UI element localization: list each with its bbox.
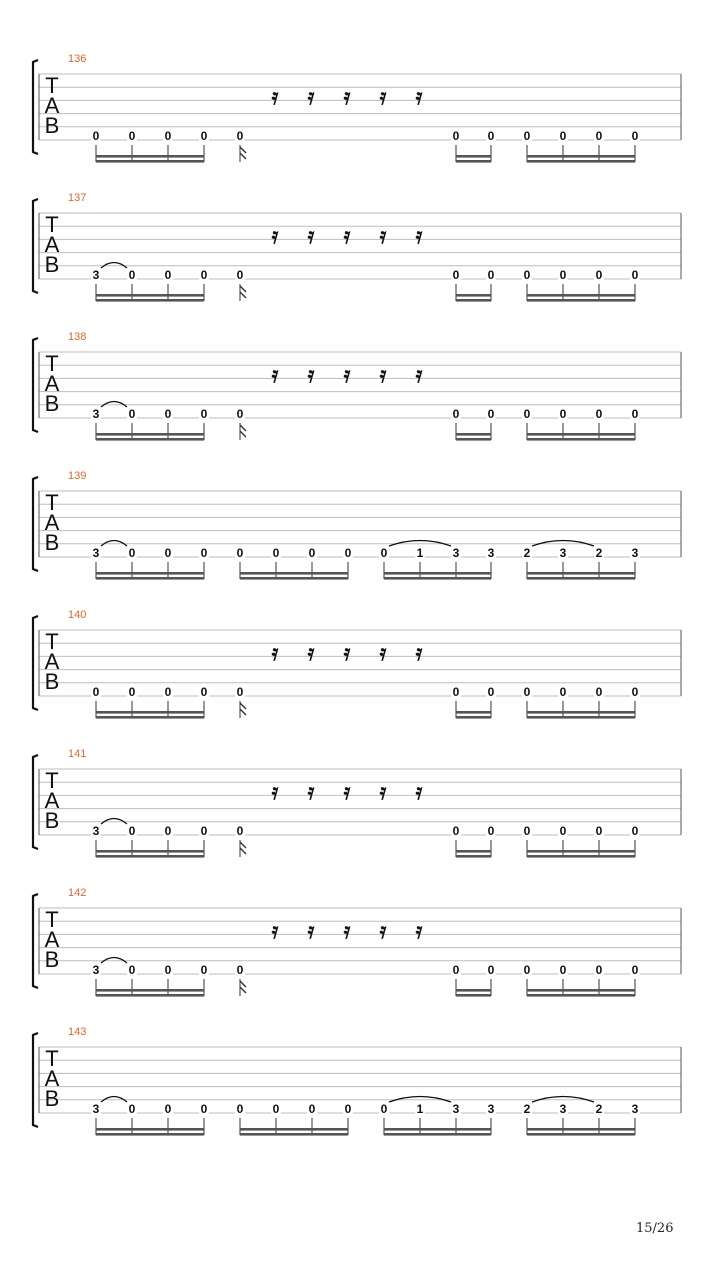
fret-number: 3 bbox=[92, 407, 100, 421]
sixteenth-rest: 𝄿 bbox=[307, 224, 315, 249]
tab-clef-letter: B bbox=[44, 808, 60, 833]
fret-number: 0 bbox=[631, 129, 639, 143]
beam bbox=[96, 433, 204, 436]
beam bbox=[456, 716, 491, 719]
sixteenth-rest: 𝄿 bbox=[343, 919, 351, 944]
tab-clef-letter: A bbox=[44, 232, 60, 257]
fret-number: 0 bbox=[308, 546, 316, 560]
fret-number: 0 bbox=[631, 824, 639, 838]
fret-number: 3 bbox=[92, 1102, 100, 1116]
beam bbox=[456, 850, 491, 853]
fret-number: 0 bbox=[523, 963, 531, 977]
fret-number: 0 bbox=[164, 824, 172, 838]
fret-number: 0 bbox=[128, 963, 136, 977]
fret-number: 0 bbox=[380, 546, 388, 560]
fret-number: 0 bbox=[200, 1102, 208, 1116]
beam bbox=[96, 572, 204, 575]
sixteenth-rest: 𝄿 bbox=[415, 85, 423, 110]
fret-number: 0 bbox=[236, 685, 244, 699]
fret-number: 0 bbox=[523, 129, 531, 143]
note-flag bbox=[240, 703, 246, 709]
fret-number: 0 bbox=[452, 824, 460, 838]
fret-number: 0 bbox=[128, 407, 136, 421]
tie-arc bbox=[101, 1097, 127, 1103]
tab-clef-letter: A bbox=[44, 1066, 60, 1091]
tie-arc bbox=[101, 402, 127, 408]
tab-clef-letter: B bbox=[44, 530, 60, 555]
fret-number: 0 bbox=[272, 1102, 280, 1116]
fret-number: 0 bbox=[559, 268, 567, 282]
tab-clef-letter: B bbox=[44, 669, 60, 694]
fret-number: 0 bbox=[452, 685, 460, 699]
fret-number: 2 bbox=[595, 546, 603, 560]
tab-system bbox=[33, 470, 681, 580]
beam bbox=[527, 989, 635, 992]
tie-arc bbox=[101, 819, 127, 825]
fret-number: 0 bbox=[559, 407, 567, 421]
beam bbox=[527, 160, 635, 163]
fret-number: 2 bbox=[523, 546, 531, 560]
beam bbox=[527, 572, 635, 575]
beam bbox=[96, 1128, 204, 1131]
sixteenth-rest: 𝄿 bbox=[415, 919, 423, 944]
sixteenth-rest: 𝄿 bbox=[379, 641, 387, 666]
tab-clef-letter: B bbox=[44, 947, 60, 972]
fret-number: 0 bbox=[344, 1102, 352, 1116]
tab-clef-letter: A bbox=[44, 649, 60, 674]
beam bbox=[527, 438, 635, 441]
fret-number: 0 bbox=[236, 268, 244, 282]
beam bbox=[527, 716, 635, 719]
tab-system bbox=[33, 192, 681, 302]
beam bbox=[527, 294, 635, 297]
fret-number: 0 bbox=[164, 685, 172, 699]
fret-number: 0 bbox=[380, 1102, 388, 1116]
fret-number: 0 bbox=[128, 268, 136, 282]
beam bbox=[96, 160, 204, 163]
page-number: 15/26 bbox=[636, 1221, 674, 1236]
fret-number: 0 bbox=[200, 407, 208, 421]
tab-clef-letter: A bbox=[44, 788, 60, 813]
fret-number: 0 bbox=[523, 685, 531, 699]
tab-clef-letter: A bbox=[44, 927, 60, 952]
beam bbox=[96, 577, 204, 580]
fret-number: 2 bbox=[595, 1102, 603, 1116]
note-flag bbox=[240, 987, 246, 993]
tab-clef-letter: A bbox=[44, 93, 60, 118]
tab-system bbox=[33, 53, 681, 163]
system-bracket bbox=[33, 755, 38, 849]
tab-clef-letter: T bbox=[45, 212, 59, 237]
beam bbox=[96, 850, 204, 853]
beam bbox=[527, 155, 635, 158]
fret-number: 0 bbox=[631, 268, 639, 282]
tab-clef-letter: T bbox=[45, 768, 59, 793]
fret-number: 0 bbox=[236, 407, 244, 421]
note-flag bbox=[240, 709, 246, 715]
system-bracket bbox=[33, 894, 38, 988]
tab-system bbox=[33, 1026, 681, 1136]
fret-number: 0 bbox=[236, 824, 244, 838]
sixteenth-rest: 𝄿 bbox=[271, 780, 279, 805]
sixteenth-rest: 𝄿 bbox=[343, 641, 351, 666]
fret-number: 1 bbox=[416, 546, 424, 560]
fret-number: 0 bbox=[344, 546, 352, 560]
tab-clef-letter: A bbox=[44, 510, 60, 535]
sixteenth-rest: 𝄿 bbox=[307, 919, 315, 944]
tab-system bbox=[33, 609, 681, 719]
fret-number: 0 bbox=[128, 546, 136, 560]
beam bbox=[527, 1128, 635, 1131]
fret-number: 0 bbox=[559, 824, 567, 838]
tab-clef-letter: B bbox=[44, 391, 60, 416]
beam bbox=[96, 989, 204, 992]
beam bbox=[96, 438, 204, 441]
bar-number: 141 bbox=[68, 748, 87, 760]
sixteenth-rest: 𝄿 bbox=[379, 919, 387, 944]
sixteenth-rest: 𝄿 bbox=[307, 85, 315, 110]
sixteenth-rest: 𝄿 bbox=[343, 363, 351, 388]
tab-clef-letter: T bbox=[45, 73, 59, 98]
beam bbox=[384, 1128, 491, 1131]
fret-number: 3 bbox=[559, 546, 567, 560]
fret-number: 0 bbox=[236, 546, 244, 560]
system-bracket bbox=[33, 60, 38, 154]
fret-number: 0 bbox=[487, 963, 495, 977]
tab-clef-letter: B bbox=[44, 252, 60, 277]
beam bbox=[384, 577, 491, 580]
fret-number: 0 bbox=[559, 963, 567, 977]
sixteenth-rest: 𝄿 bbox=[271, 919, 279, 944]
fret-number: 0 bbox=[523, 407, 531, 421]
fret-number: 0 bbox=[236, 963, 244, 977]
tab-clef-letter: T bbox=[45, 907, 59, 932]
sixteenth-rest: 𝄿 bbox=[343, 224, 351, 249]
fret-number: 0 bbox=[272, 546, 280, 560]
sixteenth-rest: 𝄿 bbox=[379, 363, 387, 388]
note-flag bbox=[240, 431, 246, 437]
fret-number: 0 bbox=[595, 268, 603, 282]
beam bbox=[527, 1133, 635, 1136]
tab-clef-letter: T bbox=[45, 490, 59, 515]
fret-number: 0 bbox=[128, 824, 136, 838]
fret-number: 0 bbox=[595, 963, 603, 977]
beam bbox=[456, 299, 491, 302]
fret-number: 3 bbox=[92, 963, 100, 977]
fret-number: 0 bbox=[200, 685, 208, 699]
sixteenth-rest: 𝄿 bbox=[343, 780, 351, 805]
beam bbox=[384, 1133, 491, 1136]
note-flag bbox=[240, 292, 246, 298]
fret-number: 0 bbox=[164, 268, 172, 282]
bar-number: 137 bbox=[68, 192, 87, 204]
system-bracket bbox=[33, 338, 38, 432]
fret-number: 0 bbox=[236, 129, 244, 143]
fret-number: 0 bbox=[487, 824, 495, 838]
beam bbox=[456, 433, 491, 436]
fret-number: 0 bbox=[200, 546, 208, 560]
fret-number: 0 bbox=[452, 407, 460, 421]
beam bbox=[240, 1133, 348, 1136]
fret-number: 0 bbox=[487, 129, 495, 143]
fret-number: 3 bbox=[92, 546, 100, 560]
sixteenth-rest: 𝄿 bbox=[343, 85, 351, 110]
system-bracket bbox=[33, 616, 38, 710]
fret-number: 0 bbox=[559, 685, 567, 699]
beam bbox=[527, 994, 635, 997]
sixteenth-rest: 𝄿 bbox=[415, 780, 423, 805]
beam bbox=[96, 994, 204, 997]
fret-number: 0 bbox=[200, 824, 208, 838]
beam bbox=[96, 855, 204, 858]
fret-number: 0 bbox=[200, 963, 208, 977]
sixteenth-rest: 𝄿 bbox=[379, 780, 387, 805]
fret-number: 3 bbox=[92, 268, 100, 282]
fret-number: 3 bbox=[452, 1102, 460, 1116]
fret-number: 0 bbox=[595, 824, 603, 838]
fret-number: 0 bbox=[487, 407, 495, 421]
note-flag bbox=[240, 147, 246, 153]
note-flag bbox=[240, 153, 246, 159]
beam bbox=[456, 155, 491, 158]
beam bbox=[456, 989, 491, 992]
fret-number: 0 bbox=[128, 685, 136, 699]
beam bbox=[96, 155, 204, 158]
system-bracket bbox=[33, 1033, 38, 1127]
note-flag bbox=[240, 425, 246, 431]
tab-clef-letter: T bbox=[45, 1046, 59, 1071]
sixteenth-rest: 𝄿 bbox=[379, 85, 387, 110]
fret-number: 0 bbox=[128, 1102, 136, 1116]
fret-number: 0 bbox=[164, 129, 172, 143]
fret-number: 0 bbox=[631, 963, 639, 977]
tab-clef-letter: T bbox=[45, 629, 59, 654]
fret-number: 0 bbox=[595, 129, 603, 143]
sixteenth-rest: 𝄿 bbox=[271, 85, 279, 110]
beam bbox=[456, 994, 491, 997]
fret-number: 1 bbox=[416, 1102, 424, 1116]
fret-number: 0 bbox=[164, 407, 172, 421]
sixteenth-rest: 𝄿 bbox=[415, 363, 423, 388]
sixteenth-rest: 𝄿 bbox=[415, 641, 423, 666]
fret-number: 0 bbox=[523, 268, 531, 282]
beam bbox=[96, 294, 204, 297]
sixteenth-rest: 𝄿 bbox=[379, 224, 387, 249]
bar-number: 140 bbox=[68, 609, 87, 621]
tab-system bbox=[33, 887, 681, 997]
fret-number: 3 bbox=[487, 546, 495, 560]
tie-arc bbox=[101, 958, 127, 964]
fret-number: 0 bbox=[595, 685, 603, 699]
tie-arc bbox=[101, 263, 127, 269]
fret-number: 0 bbox=[452, 268, 460, 282]
bar-number: 143 bbox=[68, 1026, 87, 1038]
fret-number: 3 bbox=[559, 1102, 567, 1116]
beam bbox=[456, 438, 491, 441]
beam bbox=[527, 855, 635, 858]
tab-clef-letter: A bbox=[44, 371, 60, 396]
fret-number: 0 bbox=[164, 546, 172, 560]
beam bbox=[96, 716, 204, 719]
fret-number: 0 bbox=[164, 1102, 172, 1116]
sixteenth-rest: 𝄿 bbox=[271, 224, 279, 249]
fret-number: 3 bbox=[487, 1102, 495, 1116]
fret-number: 0 bbox=[308, 1102, 316, 1116]
fret-number: 3 bbox=[631, 546, 639, 560]
fret-number: 3 bbox=[631, 1102, 639, 1116]
beam bbox=[240, 572, 348, 575]
sixteenth-rest: 𝄿 bbox=[271, 363, 279, 388]
tab-system bbox=[33, 748, 681, 858]
bar-number: 139 bbox=[68, 470, 87, 482]
fret-number: 0 bbox=[559, 129, 567, 143]
fret-number: 0 bbox=[452, 963, 460, 977]
beam bbox=[456, 160, 491, 163]
beam bbox=[384, 572, 491, 575]
note-flag bbox=[240, 981, 246, 987]
beam bbox=[456, 294, 491, 297]
fret-number: 0 bbox=[523, 824, 531, 838]
note-flag bbox=[240, 842, 246, 848]
fret-number: 0 bbox=[631, 407, 639, 421]
tie-arc bbox=[101, 541, 127, 547]
sixteenth-rest: 𝄿 bbox=[415, 224, 423, 249]
tab-system bbox=[33, 331, 681, 441]
sixteenth-rest: 𝄿 bbox=[307, 780, 315, 805]
fret-number: 0 bbox=[92, 129, 100, 143]
fret-number: 0 bbox=[164, 963, 172, 977]
fret-number: 0 bbox=[595, 407, 603, 421]
beam bbox=[456, 711, 491, 714]
beam bbox=[527, 433, 635, 436]
system-bracket bbox=[33, 199, 38, 293]
note-flag bbox=[240, 848, 246, 854]
beam bbox=[527, 850, 635, 853]
bar-number: 138 bbox=[68, 331, 87, 343]
sixteenth-rest: 𝄿 bbox=[307, 641, 315, 666]
bar-number: 142 bbox=[68, 887, 87, 899]
beam bbox=[240, 577, 348, 580]
fret-number: 0 bbox=[92, 685, 100, 699]
beam bbox=[527, 577, 635, 580]
system-bracket bbox=[33, 477, 38, 571]
beam bbox=[527, 711, 635, 714]
fret-number: 0 bbox=[128, 129, 136, 143]
fret-number: 0 bbox=[487, 268, 495, 282]
beam bbox=[527, 299, 635, 302]
fret-number: 0 bbox=[200, 268, 208, 282]
tab-clef-letter: T bbox=[45, 351, 59, 376]
beam bbox=[96, 1133, 204, 1136]
beam bbox=[96, 299, 204, 302]
fret-number: 2 bbox=[523, 1102, 531, 1116]
fret-number: 3 bbox=[92, 824, 100, 838]
tab-clef-letter: B bbox=[44, 113, 60, 138]
fret-number: 0 bbox=[631, 685, 639, 699]
fret-number: 0 bbox=[487, 685, 495, 699]
fret-number: 0 bbox=[200, 129, 208, 143]
fret-number: 3 bbox=[452, 546, 460, 560]
note-flag bbox=[240, 286, 246, 292]
beam bbox=[96, 711, 204, 714]
tab-clef-letter: B bbox=[44, 1086, 60, 1111]
beam bbox=[456, 855, 491, 858]
sixteenth-rest: 𝄿 bbox=[307, 363, 315, 388]
fret-number: 0 bbox=[236, 1102, 244, 1116]
bar-number: 136 bbox=[68, 53, 87, 65]
fret-number: 0 bbox=[452, 129, 460, 143]
beam bbox=[240, 1128, 348, 1131]
sixteenth-rest: 𝄿 bbox=[271, 641, 279, 666]
